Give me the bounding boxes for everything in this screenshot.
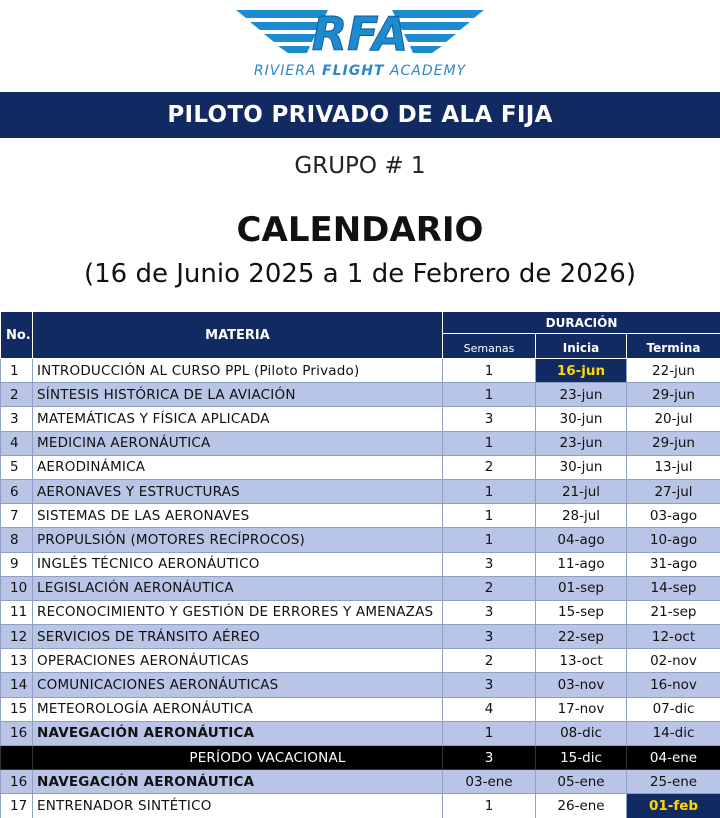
row-number: 16 (1, 770, 33, 794)
table-row (1, 649, 720, 673)
row-start-date: 22-sep (536, 625, 627, 649)
col-header-duracion: DURACIÓN (443, 312, 720, 334)
table-row (1, 625, 720, 649)
academy-logo (0, 0, 720, 86)
row-subject: SÍNTESIS HISTÓRICA DE LA AVIACIÓN (33, 383, 443, 407)
row-start-date: 15-sep (536, 600, 627, 624)
table-row (1, 383, 720, 407)
row-subject: AERODINÁMICA (33, 455, 443, 479)
row-subject: SERVICIOS DE TRÁNSITO AÉREO (33, 625, 443, 649)
table-row (1, 721, 720, 745)
row-subject: INGLÉS TÉCNICO AERONÁUTICO (33, 552, 443, 576)
row-subject: AERONAVES Y ESTRUCTURAS (33, 479, 443, 503)
row-number: 8 (1, 528, 33, 552)
row-number: 7 (1, 504, 33, 528)
row-number: 3 (1, 407, 33, 431)
row-start-date: 08-dic (536, 721, 627, 745)
row-subject: INTRODUCCIÓN AL CURSO PPL (Piloto Privado) (33, 359, 443, 383)
row-number: 14 (1, 673, 33, 697)
row-weeks: 1 (443, 431, 536, 455)
col-header-inicia: Inicia (536, 334, 627, 359)
row-weeks: 2 (443, 576, 536, 600)
table-row (1, 673, 720, 697)
row-weeks: 3 (443, 407, 536, 431)
row-subject: PROPULSIÓN (MOTORES RECÍPROCOS) (33, 528, 443, 552)
rfa-wings-logo-icon (232, 6, 488, 62)
row-subject: RECONOCIMIENTO Y GESTIÓN DE ERRORES Y AMENAZAS (33, 600, 443, 624)
row-number: 4 (1, 431, 33, 455)
table-row (1, 552, 720, 576)
row-weeks: 03-ene (443, 770, 536, 794)
row-subject: ENTRENADOR SINTÉTICO (33, 794, 443, 818)
row-subject: LEGISLACIÓN AERONÁUTICA (33, 576, 443, 600)
row-number: 5 (1, 455, 33, 479)
table-row (1, 794, 720, 818)
row-end-date: 16-nov (627, 673, 720, 697)
logo-tagline: RIVIERA FLIGHT ACADEMY (253, 63, 467, 79)
row-number (1, 746, 33, 770)
table-row (1, 576, 720, 600)
row-subject: NAVEGACIÓN AERONÁUTICA (33, 770, 443, 794)
table-row (1, 770, 720, 794)
row-number: 17 (1, 794, 33, 818)
row-end-date: 31-ago (627, 552, 720, 576)
row-end-date: 01-feb (627, 794, 720, 818)
row-end-date: 02-nov (627, 649, 720, 673)
row-weeks: 3 (443, 552, 536, 576)
row-subject: METEOROLOGÍA AERONÁUTICA (33, 697, 443, 721)
row-start-date: 04-ago (536, 528, 627, 552)
table-row (1, 528, 720, 552)
table-row (1, 600, 720, 624)
table-row (1, 479, 720, 503)
row-number: 15 (1, 697, 33, 721)
row-weeks: 4 (443, 697, 536, 721)
row-end-date: 14-sep (627, 576, 720, 600)
table-row (1, 359, 720, 383)
table-row (1, 455, 720, 479)
row-start-date: 13-oct (536, 649, 627, 673)
row-end-date: 10-ago (627, 528, 720, 552)
row-end-date: 07-dic (627, 697, 720, 721)
row-subject: SISTEMAS DE LAS AERONAVES (33, 504, 443, 528)
row-end-date: 03-ago (627, 504, 720, 528)
row-number: 10 (1, 576, 33, 600)
row-end-date: 12-oct (627, 625, 720, 649)
logo-letters: RFA (311, 7, 409, 61)
col-header-termina: Termina (627, 334, 720, 359)
row-weeks: 1 (443, 794, 536, 818)
table-row (1, 697, 720, 721)
row-start-date: 11-ago (536, 552, 627, 576)
row-number: 11 (1, 600, 33, 624)
col-header-semanas: Semanas (443, 334, 536, 359)
table-row (1, 407, 720, 431)
row-start-date: 16-jun (536, 359, 627, 383)
row-weeks: 3 (443, 600, 536, 624)
row-start-date: 03-nov (536, 673, 627, 697)
row-end-date: 22-jun (627, 359, 720, 383)
row-number: 12 (1, 625, 33, 649)
row-weeks: 1 (443, 504, 536, 528)
row-end-date: 29-jun (627, 431, 720, 455)
row-weeks: 1 (443, 721, 536, 745)
row-end-date: 27-jul (627, 479, 720, 503)
table-row (1, 431, 720, 455)
row-weeks: 1 (443, 383, 536, 407)
row-number: 9 (1, 552, 33, 576)
row-end-date: 13-jul (627, 455, 720, 479)
col-header-materia: MATERIA (33, 312, 443, 359)
row-subject: COMUNICACIONES AERONÁUTICAS (33, 673, 443, 697)
row-start-date: 21-jul (536, 479, 627, 503)
row-subject: OPERACIONES AERONÁUTICAS (33, 649, 443, 673)
row-weeks: 3 (443, 625, 536, 649)
row-subject: MATEMÁTICAS Y FÍSICA APLICADA (33, 407, 443, 431)
row-subject: MEDICINA AERONÁUTICA (33, 431, 443, 455)
course-banner: PILOTO PRIVADO DE ALA FIJA (0, 92, 720, 138)
col-header-no: No. (1, 312, 33, 359)
row-weeks: 1 (443, 528, 536, 552)
vacation-row (1, 746, 720, 770)
row-number: 16 (1, 721, 33, 745)
row-weeks: 3 (443, 746, 536, 770)
group-label: GRUPO # 1 (294, 153, 426, 179)
row-start-date: 17-nov (536, 697, 627, 721)
calendar-title: CALENDARIO (236, 210, 484, 250)
row-start-date: 05-ene (536, 770, 627, 794)
calendar-date-range: (16 de Junio 2025 a 1 de Febrero de 2026) (84, 259, 636, 289)
row-weeks: 1 (443, 479, 536, 503)
row-start-date: 30-jun (536, 407, 627, 431)
row-start-date: 23-jun (536, 383, 627, 407)
row-weeks: 3 (443, 673, 536, 697)
table-row (1, 504, 720, 528)
row-number: 1 (1, 359, 33, 383)
row-end-date: 20-jul (627, 407, 720, 431)
row-number: 6 (1, 479, 33, 503)
row-start-date: 26-ene (536, 794, 627, 818)
row-start-date: 23-jun (536, 431, 627, 455)
row-number: 13 (1, 649, 33, 673)
row-end-date: 29-jun (627, 383, 720, 407)
row-end-date: 14-dic (627, 721, 720, 745)
row-end-date: 04-ene (627, 746, 720, 770)
row-start-date: 01-sep (536, 576, 627, 600)
row-weeks: 2 (443, 455, 536, 479)
schedule-table (0, 311, 720, 818)
row-weeks: 2 (443, 649, 536, 673)
row-number: 2 (1, 383, 33, 407)
row-end-date: 25-ene (627, 770, 720, 794)
row-weeks: 1 (443, 359, 536, 383)
row-start-date: 28-jul (536, 504, 627, 528)
row-start-date: 30-jun (536, 455, 627, 479)
row-subject: PERÍODO VACACIONAL (33, 746, 443, 770)
row-end-date: 21-sep (627, 600, 720, 624)
row-start-date: 15-dic (536, 746, 627, 770)
row-subject: NAVEGACIÓN AERONÁUTICA (33, 721, 443, 745)
